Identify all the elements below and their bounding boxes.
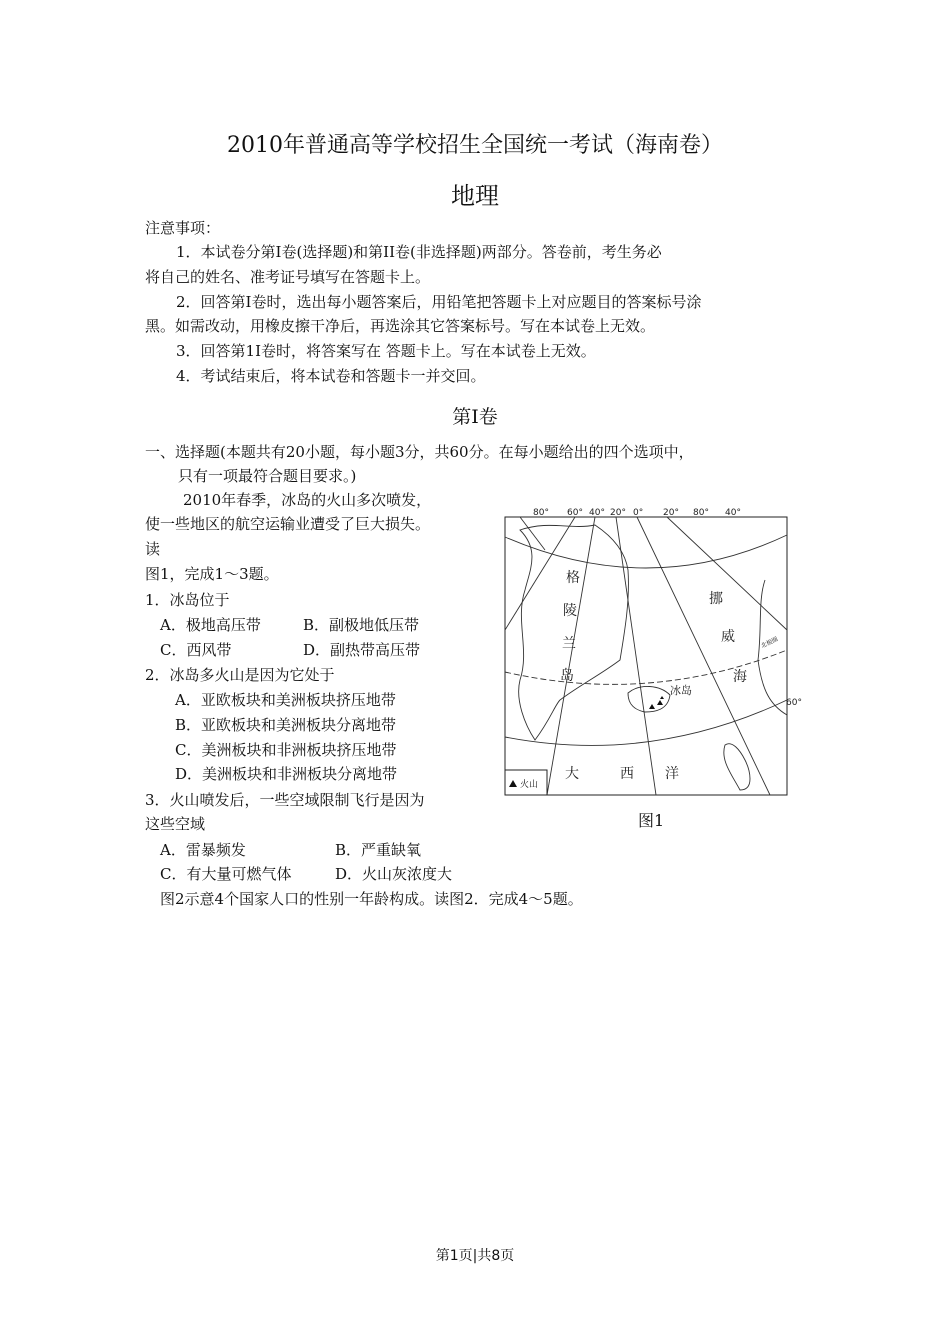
lon-label: 0° — [633, 508, 644, 518]
lon-label: 20° — [610, 508, 626, 518]
lon-label: 40° — [589, 508, 605, 518]
norwegian-sea-label: 挪 — [709, 591, 723, 607]
lat-label: 60° — [786, 698, 802, 708]
intro-line: 2010年春季，冰岛的火山多次喷发， — [183, 491, 432, 509]
option: B．严重缺氧 — [335, 841, 422, 859]
figure2-intro: 图2示意4个国家人口的性别一年龄构成。读图2．完成4～5题。 — [160, 890, 583, 908]
intro-line: 图1，完成1～3题。 — [145, 565, 279, 583]
intro-line: 使一些地区的航空运输业遭受了巨大损失。 — [145, 515, 431, 533]
option: C．有大量可燃气体 — [160, 865, 292, 883]
option: D．副热带高压带 — [303, 641, 421, 659]
notice-heading: 注意事项： — [145, 219, 221, 237]
option: B．副极地低压带 — [303, 616, 420, 634]
greenland-label: 兰 — [562, 636, 576, 652]
option: D．火山灰浓度大 — [335, 865, 453, 883]
page-footer: 第1页|共8页 — [435, 1248, 515, 1264]
option: D．美洲板块和非洲板块分离地带 — [175, 765, 398, 783]
notice-line: 2．回答第I卷时，选出每小题答案后，用铅笔把答题卡上对应题目的答案标号涂 — [176, 293, 702, 311]
section-heading-cont: 只有一项最符合题目要求。) — [178, 467, 357, 485]
map-frame — [505, 517, 787, 795]
greenland-label: 岛 — [560, 668, 574, 684]
question-stem-cont: 这些空域 — [145, 815, 206, 833]
option: C．美洲板块和非洲板块挤压地带 — [175, 741, 397, 759]
iceland-label: 冰岛 — [670, 684, 692, 697]
subject-title: 地理 — [451, 182, 499, 210]
lon-label: 80° — [693, 508, 709, 518]
lon-label: 20° — [663, 508, 679, 518]
greenland-label: 陵 — [563, 603, 577, 619]
greenland-label: 格 — [566, 570, 580, 586]
option: A．极地高压带 — [160, 616, 261, 634]
option: A．雷暴频发 — [160, 841, 246, 859]
norwegian-sea-label: 威 — [721, 629, 735, 645]
atlantic-label: 西 — [620, 766, 634, 782]
notice-line: 黑。如需改动，用橡皮擦干净后，再选涂其它答案标号。写在本试卷上无效。 — [145, 317, 656, 335]
notice-line: 4．考试结束后，将本试卷和答题卡一并交回。 — [176, 367, 486, 385]
notice-line: 1．本试卷分第I卷(选择题)和第II卷(非选择题)两部分。答卷前，考生务必 — [176, 243, 662, 261]
lon-label: 80° — [533, 508, 549, 518]
notice-line: 3．回答第1I卷时，将答案写在 答题卡上。写在本试卷上无效。 — [176, 342, 596, 360]
option: A．亚欧板块和美洲板块挤压地带 — [175, 691, 396, 709]
question-stem: 3．火山喷发后，一些空域限制飞行是因为 — [145, 791, 425, 809]
notice-line: 将自己的姓名、准考证号填写在答题卡上。 — [145, 268, 431, 286]
lon-label: 40° — [725, 508, 741, 518]
volume-heading: 第I卷 — [452, 406, 498, 428]
option: B．亚欧板块和美洲板块分离地带 — [175, 716, 397, 734]
lon-label: 60° — [567, 508, 583, 518]
section-heading: 一、选择题(本题共有20小题，每小题3分，共60分。在每小题给出的四个选项中， — [145, 443, 694, 461]
figure-caption: 图1 — [638, 811, 665, 830]
question-stem: 1．冰岛位于 — [145, 591, 230, 609]
iceland-map — [500, 500, 800, 800]
norwegian-sea-label: 海 — [733, 669, 747, 685]
question-stem: 2．冰岛多火山是因为它处于 — [145, 666, 335, 684]
intro-line: 读 — [145, 540, 161, 558]
option: C．西风带 — [160, 641, 232, 659]
atlantic-label: 大 — [565, 766, 579, 782]
atlantic-label: 洋 — [665, 766, 679, 782]
legend-label: 火山 — [520, 780, 539, 790]
exam-title: 2010年普通高等学校招生全国统一考试（海南卷） — [227, 133, 723, 158]
arctic-circle-label: 北极圈 — [759, 635, 780, 650]
